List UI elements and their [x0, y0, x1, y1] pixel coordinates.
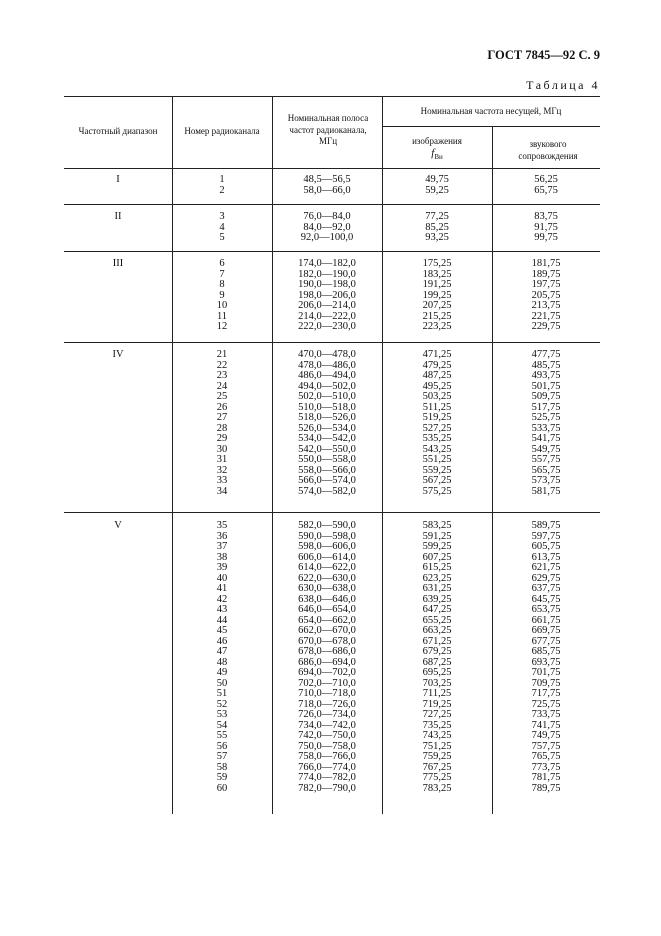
carrier-sub-rule — [382, 126, 600, 127]
th-sound: звукового сопровождения — [518, 139, 578, 161]
table-cell: 719,25 — [422, 698, 452, 710]
table-cell: 510,0—518,0 — [298, 401, 356, 413]
table-cell: 734,0—742,0 — [298, 719, 356, 731]
table-cell: 2 — [219, 184, 225, 196]
table-cell: 222,0—230,0 — [298, 321, 356, 332]
table-cell: 22 — [216, 359, 228, 371]
table-cell: 783,25 — [422, 782, 452, 794]
table-cell: 773,75 — [531, 761, 561, 773]
table-cell: 48 — [216, 656, 228, 668]
page-header: ГОСТ 7845—92 С. 9 — [487, 48, 600, 62]
band-list — [272, 350, 382, 497]
table-cell: 175,25 — [422, 258, 452, 269]
table-cell: 653,75 — [531, 604, 561, 615]
range-label: IV — [112, 349, 124, 360]
table-cell: 493,75 — [531, 370, 561, 381]
table-cell: 581,75 — [531, 485, 561, 497]
table-cell: 11 — [216, 310, 228, 322]
table-cell: 30 — [216, 443, 228, 455]
table-cell: 502,0—510,0 — [298, 391, 356, 402]
th-channel: Номер радиоканала — [184, 126, 260, 136]
table-cell: 84,0—92,0 — [303, 221, 351, 233]
table-cell: 223,25 — [422, 321, 452, 332]
table-cell: 56 — [216, 740, 228, 752]
table-cell: 669,75 — [531, 625, 561, 636]
table-cell: 93,25 — [425, 232, 449, 243]
table-cell: 645,75 — [531, 593, 561, 605]
table-cell: 54 — [216, 719, 228, 731]
table-cell: 655,25 — [422, 614, 452, 626]
table-cell: 606,0—614,0 — [298, 551, 356, 563]
table-cell: 525,75 — [531, 412, 561, 423]
table-cell: 741,75 — [531, 719, 561, 731]
table-cell: 527,25 — [422, 422, 452, 434]
table-cell: 26 — [216, 401, 228, 413]
table-cell: 678,0—686,0 — [298, 646, 356, 657]
table-cell: 494,0—502,0 — [298, 380, 356, 392]
table-cell: 214,0—222,0 — [298, 310, 356, 322]
table-cell: 774,0—782,0 — [298, 772, 356, 783]
table-cell: 725,75 — [531, 698, 561, 710]
table-cell: 781,75 — [531, 772, 561, 783]
range-label: II — [114, 211, 122, 222]
table-cell: 782,0—790,0 — [298, 782, 356, 794]
table-cell: 1 — [219, 174, 225, 185]
sound-list — [492, 350, 600, 497]
table-cell: 479,25 — [422, 359, 452, 371]
table-cell: 614,0—622,0 — [298, 562, 356, 573]
table-cell: 574,0—582,0 — [298, 485, 356, 497]
table-cell: 695,25 — [422, 667, 452, 678]
th-carrier: Номинальная частота несущей, МГц — [420, 106, 562, 116]
table-cell: 470,0—478,0 — [298, 349, 356, 360]
table-cell: 12 — [216, 321, 228, 332]
image-list — [382, 212, 492, 244]
table-cell: 3 — [219, 211, 225, 222]
table-cell: 190,0—198,0 — [298, 279, 356, 290]
table-cell: 10 — [216, 300, 228, 311]
table-cell: 621,75 — [531, 562, 561, 573]
table-cell: 53 — [216, 709, 228, 720]
table-cell: 526,0—534,0 — [298, 422, 356, 434]
table-cell: 33 — [216, 475, 228, 486]
group-separator — [64, 251, 600, 252]
table-cell: 693,75 — [531, 656, 561, 668]
table-cell: 191,25 — [422, 279, 452, 290]
table-cell: 55 — [216, 730, 228, 741]
table-cell: 631,25 — [422, 583, 452, 594]
table-cell: 663,25 — [422, 625, 452, 636]
table-cell: 41 — [216, 583, 228, 594]
table-cell: 174,0—182,0 — [298, 258, 356, 269]
table-cell: 57 — [216, 751, 228, 762]
table-cell: 501,75 — [531, 380, 561, 392]
table-label: Таблица 4 — [526, 78, 600, 92]
image-list — [382, 350, 492, 497]
table-cell: 9 — [219, 289, 225, 301]
table-cell: 56,25 — [534, 174, 558, 185]
table-cell: 24 — [216, 380, 228, 392]
table-cell: 542,0—550,0 — [298, 443, 356, 455]
table-cell: 205,75 — [531, 289, 561, 301]
table-cell: 49 — [216, 667, 228, 678]
table-cell: 591,25 — [422, 530, 452, 542]
table-cell: 99,75 — [534, 232, 558, 243]
th-image-subscript: Ви — [434, 152, 443, 161]
table-cell: 199,25 — [422, 289, 452, 301]
table-cell: 197,75 — [531, 279, 561, 290]
table-cell: 213,75 — [531, 300, 561, 311]
table-cell: 589,75 — [531, 520, 561, 531]
table-cell: 694,0—702,0 — [298, 667, 356, 678]
table-cell: 4 — [219, 221, 225, 233]
table-cell: 8 — [219, 279, 225, 290]
th-image-symbol: f — [431, 146, 435, 159]
table-cell: 750,0—758,0 — [298, 740, 356, 752]
table-cell: 58,0—66,0 — [303, 184, 351, 196]
table-cell: 679,25 — [422, 646, 452, 657]
table-cell: 60 — [216, 782, 228, 794]
table-cell: 670,0—678,0 — [298, 635, 356, 647]
table-cell: 206,0—214,0 — [298, 300, 356, 311]
band-list — [272, 521, 382, 794]
group-separator — [64, 512, 600, 513]
table-cell: 49,75 — [425, 174, 449, 185]
table-cell: 535,25 — [422, 433, 452, 444]
table-cell: 637,75 — [531, 583, 561, 594]
table-cell: 718,0—726,0 — [298, 698, 356, 710]
sound-list — [492, 212, 600, 244]
table-cell: 471,25 — [422, 349, 452, 360]
table-cell: 701,75 — [531, 667, 561, 678]
table-cell: 65,75 — [534, 184, 558, 196]
table-cell: 582,0—590,0 — [298, 520, 356, 531]
table-cell: 519,25 — [422, 412, 452, 423]
table-cell: 749,75 — [531, 730, 561, 741]
table-cell: 42 — [216, 593, 228, 605]
table-cell: 550,0—558,0 — [298, 454, 356, 465]
table-cell: 183,25 — [422, 268, 452, 280]
table-top-rule — [64, 96, 600, 97]
table-cell: 685,75 — [531, 646, 561, 657]
table-cell: 50 — [216, 677, 228, 689]
table-cell: 615,25 — [422, 562, 452, 573]
image-list — [382, 521, 492, 794]
table-cell: 622,0—630,0 — [298, 572, 356, 584]
table-cell: 598,0—606,0 — [298, 541, 356, 552]
table-cell: 52 — [216, 698, 228, 710]
table-cell: 757,75 — [531, 740, 561, 752]
table-cell: 686,0—694,0 — [298, 656, 356, 668]
channel-list — [172, 350, 272, 497]
table-cell: 83,75 — [534, 211, 558, 222]
table-cell: 43 — [216, 604, 228, 615]
table-cell: 21 — [216, 349, 228, 360]
table-cell: 638,0—646,0 — [298, 593, 356, 605]
table-cell: 38 — [216, 551, 228, 563]
table-cell: 671,25 — [422, 635, 452, 647]
table-cell: 661,75 — [531, 614, 561, 626]
table-cell: 477,75 — [531, 349, 561, 360]
table-cell: 765,75 — [531, 751, 561, 762]
th-band: Номинальная полоса частот радиоканала, МГц — [287, 113, 369, 146]
table-cell: 40 — [216, 572, 228, 584]
table-cell: 735,25 — [422, 719, 452, 731]
table-cell: 511,25 — [422, 401, 452, 413]
table-cell: 647,25 — [422, 604, 452, 615]
table-cell: 599,25 — [422, 541, 452, 552]
table-cell: 687,25 — [422, 656, 452, 668]
table-cell: 630,0—638,0 — [298, 583, 356, 594]
channel-list — [172, 521, 272, 794]
table-cell: 613,75 — [531, 551, 561, 563]
table-cell: 229,75 — [531, 321, 561, 332]
table-cell: 654,0—662,0 — [298, 614, 356, 626]
table-cell: 485,75 — [531, 359, 561, 371]
table-cell: 709,75 — [531, 677, 561, 689]
table-cell: 759,25 — [422, 751, 452, 762]
band-list — [272, 212, 382, 244]
table-cell: 181,75 — [531, 258, 561, 269]
table-cell: 44 — [216, 614, 228, 626]
table-cell: 509,75 — [531, 391, 561, 402]
table-cell: 77,25 — [425, 211, 449, 222]
channel-list — [172, 259, 272, 333]
table-cell: 34 — [216, 485, 228, 497]
table-cell: 597,75 — [531, 530, 561, 542]
group-separator — [64, 204, 600, 205]
sound-list — [492, 175, 600, 196]
table-cell: 775,25 — [422, 772, 452, 783]
range-label: I — [116, 174, 120, 185]
table-cell: 35 — [216, 520, 228, 531]
table-cell: 29 — [216, 433, 228, 444]
table-cell: 551,25 — [422, 454, 452, 465]
table-cell: 727,25 — [422, 709, 452, 720]
table-cell: 189,75 — [531, 268, 561, 280]
table-cell: 47 — [216, 646, 228, 657]
table-cell: 566,0—574,0 — [298, 475, 356, 486]
table-cell: 59,25 — [425, 184, 449, 196]
table-cell: 590,0—598,0 — [298, 530, 356, 542]
table-cell: 39 — [216, 562, 228, 573]
header-bottom-rule — [64, 168, 600, 169]
table-cell: 48,5—56,5 — [303, 174, 351, 185]
table-cell: 623,25 — [422, 572, 452, 584]
table-cell: 541,75 — [531, 433, 561, 444]
band-list — [272, 175, 382, 196]
table-cell: 565,75 — [531, 464, 561, 476]
table-cell: 583,25 — [422, 520, 452, 531]
table-cell: 711,25 — [422, 688, 452, 699]
group-separator — [64, 342, 600, 343]
table-cell: 743,25 — [422, 730, 452, 741]
table-cell: 639,25 — [422, 593, 452, 605]
image-list — [382, 259, 492, 333]
table-cell: 6 — [219, 258, 225, 269]
table-cell: 717,75 — [531, 688, 561, 699]
table-cell: 766,0—774,0 — [298, 761, 356, 773]
table-cell: 58 — [216, 761, 228, 773]
table-cell: 710,0—718,0 — [298, 688, 356, 699]
th-range: Частотный диапазон — [78, 126, 158, 136]
table-cell: 549,75 — [531, 443, 561, 455]
table-cell: 37 — [216, 541, 228, 552]
range-label: V — [114, 520, 122, 531]
table-cell: 534,0—542,0 — [298, 433, 356, 444]
table-cell: 478,0—486,0 — [298, 359, 356, 371]
table-cell: 5 — [219, 232, 225, 243]
band-list — [272, 259, 382, 333]
table-cell: 207,25 — [422, 300, 452, 311]
sound-list — [492, 521, 600, 794]
table-cell: 703,25 — [422, 677, 452, 689]
table-cell: 558,0—566,0 — [298, 464, 356, 476]
table-cell: 25 — [216, 391, 228, 402]
range-label: III — [112, 258, 124, 269]
table-cell: 767,25 — [422, 761, 452, 773]
table-cell: 215,25 — [422, 310, 452, 322]
table-cell: 702,0—710,0 — [298, 677, 356, 689]
th-image — [382, 136, 492, 163]
table-cell: 28 — [216, 422, 228, 434]
table-cell: 27 — [216, 412, 228, 423]
table-cell: 45 — [216, 625, 228, 636]
table-cell: 543,25 — [422, 443, 452, 455]
table-cell: 517,75 — [531, 401, 561, 413]
channel-list — [172, 212, 272, 244]
table-cell: 789,75 — [531, 782, 561, 794]
table-cell: 533,75 — [531, 422, 561, 434]
table-cell: 629,75 — [531, 572, 561, 584]
table-cell: 559,25 — [422, 464, 452, 476]
table-cell: 76,0—84,0 — [303, 211, 351, 222]
table-cell: 742,0—750,0 — [298, 730, 356, 741]
th-image-label: изображения — [412, 136, 462, 146]
table-cell: 726,0—734,0 — [298, 709, 356, 720]
table-cell: 751,25 — [422, 740, 452, 752]
table-cell: 182,0—190,0 — [298, 268, 356, 280]
table-cell: 646,0—654,0 — [298, 604, 356, 615]
table-cell: 7 — [219, 268, 225, 280]
table-cell: 575,25 — [422, 485, 452, 497]
table-cell: 59 — [216, 772, 228, 783]
table-cell: 557,75 — [531, 454, 561, 465]
table-cell: 495,25 — [422, 380, 452, 392]
table-cell: 567,25 — [422, 475, 452, 486]
table-cell: 91,75 — [534, 221, 558, 233]
table-cell: 46 — [216, 635, 228, 647]
table-cell: 486,0—494,0 — [298, 370, 356, 381]
table-cell: 31 — [216, 454, 228, 465]
channel-list — [172, 175, 272, 196]
table-cell: 36 — [216, 530, 228, 542]
table-cell: 85,25 — [425, 221, 449, 233]
table-cell: 198,0—206,0 — [298, 289, 356, 301]
image-list — [382, 175, 492, 196]
table-cell: 51 — [216, 688, 228, 699]
table-cell: 518,0—526,0 — [298, 412, 356, 423]
sound-list — [492, 259, 600, 333]
table-cell: 503,25 — [422, 391, 452, 402]
table-cell: 221,75 — [531, 310, 561, 322]
table-cell: 677,75 — [531, 635, 561, 647]
table-cell: 32 — [216, 464, 228, 476]
table-cell: 92,0—100,0 — [300, 232, 354, 243]
table-cell: 662,0—670,0 — [298, 625, 356, 636]
table-cell: 23 — [216, 370, 228, 381]
table-cell: 758,0—766,0 — [298, 751, 356, 762]
table-cell: 573,75 — [531, 475, 561, 486]
table-cell: 487,25 — [422, 370, 452, 381]
table-cell: 605,75 — [531, 541, 561, 552]
table-cell: 607,25 — [422, 551, 452, 563]
table-cell: 733,75 — [531, 709, 561, 720]
